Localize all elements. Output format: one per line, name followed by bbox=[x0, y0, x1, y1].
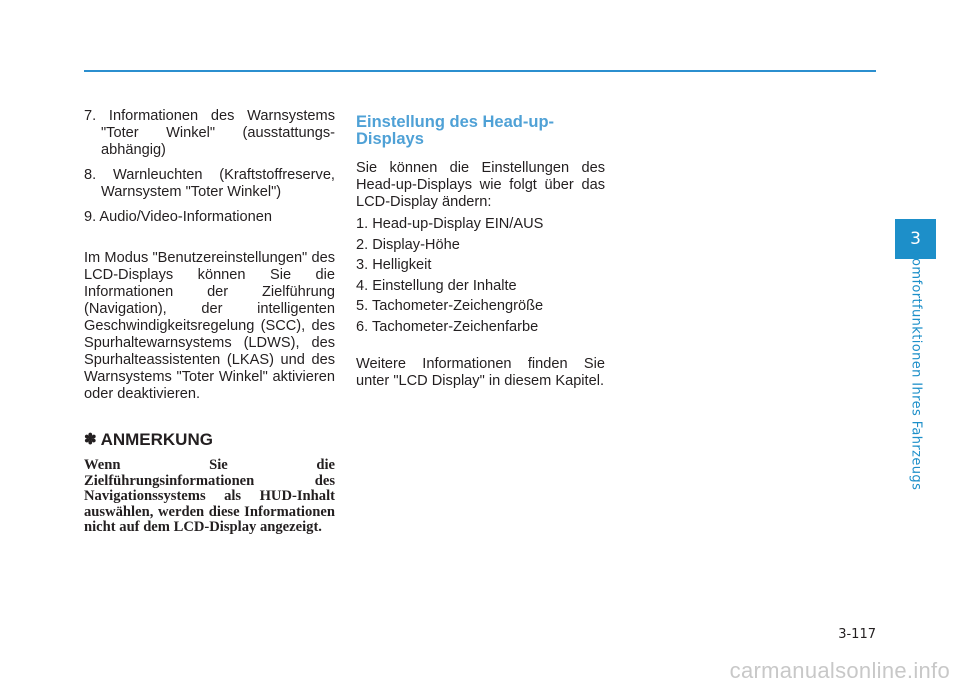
chapter-number: 3 bbox=[910, 229, 921, 249]
note-heading-text: ANMERKUNG bbox=[100, 430, 213, 449]
intro-paragraph: Sie können die Einstellungen des Head-up-Displays wie folgt über das LCD-Display ändern: bbox=[356, 160, 605, 210]
list-item: 6. Tachometer-Zeichenfarbe bbox=[356, 318, 539, 335]
list-item: 7. Informationen des Warnsystems "Toter Winkel" (ausstattungs-abhängig) bbox=[84, 108, 335, 158]
left-column bbox=[84, 108, 335, 536]
note-body: Wenn Sie die Zielführungsinformationen des Navigationssystems als HUD-Inhalt auswählen, werden diese Informationen nicht auf dem LCD-Display angezeigt. bbox=[84, 457, 335, 535]
page-number: 3-117 bbox=[838, 627, 876, 642]
list-item: 9. Audio/Video-Informationen bbox=[84, 209, 272, 225]
list-item: 4. Einstellung der Inhalte bbox=[356, 277, 517, 294]
note-heading bbox=[84, 430, 335, 450]
list-item: 8. Warnleuchten (Kraftstoffreserve, Warnsystem "Toter Winkel") bbox=[84, 167, 335, 200]
list-item: 5. Tachometer-Zeichengröße bbox=[356, 298, 544, 315]
list-item: 3. Helligkeit bbox=[356, 257, 432, 274]
chapter-label: Komfortfunktionen Ihres Fahrzeugs bbox=[908, 249, 924, 491]
list-item: 2. Display-Höhe bbox=[356, 236, 460, 253]
outro-paragraph: Weitere Informationen finden Sie unter "LCD Display" in diesem Kapitel. bbox=[356, 355, 605, 389]
list-item: 1. Head-up-Display EIN/AUS bbox=[356, 216, 544, 232]
section-title: Einstellung des Head-up-Displays bbox=[356, 113, 555, 148]
note-mark-icon: ✽ bbox=[84, 431, 97, 448]
middle-column bbox=[356, 108, 605, 390]
watermark: carmanualsonline.info bbox=[729, 658, 950, 683]
body-paragraph: Im Modus "Benutzereinstellungen" des LCD-Displays können Sie die Informationen der Zielführung (Navigation), der intelligenten Geschwindigkeitsregelung (SCC), des Spurhaltewarnsystems (LDWS), des Spurhalteassistenten (LKAS) und des Warnsystems "Toter Winkel" aktivieren oder deaktivieren. bbox=[84, 250, 335, 402]
top-rule bbox=[84, 70, 876, 72]
